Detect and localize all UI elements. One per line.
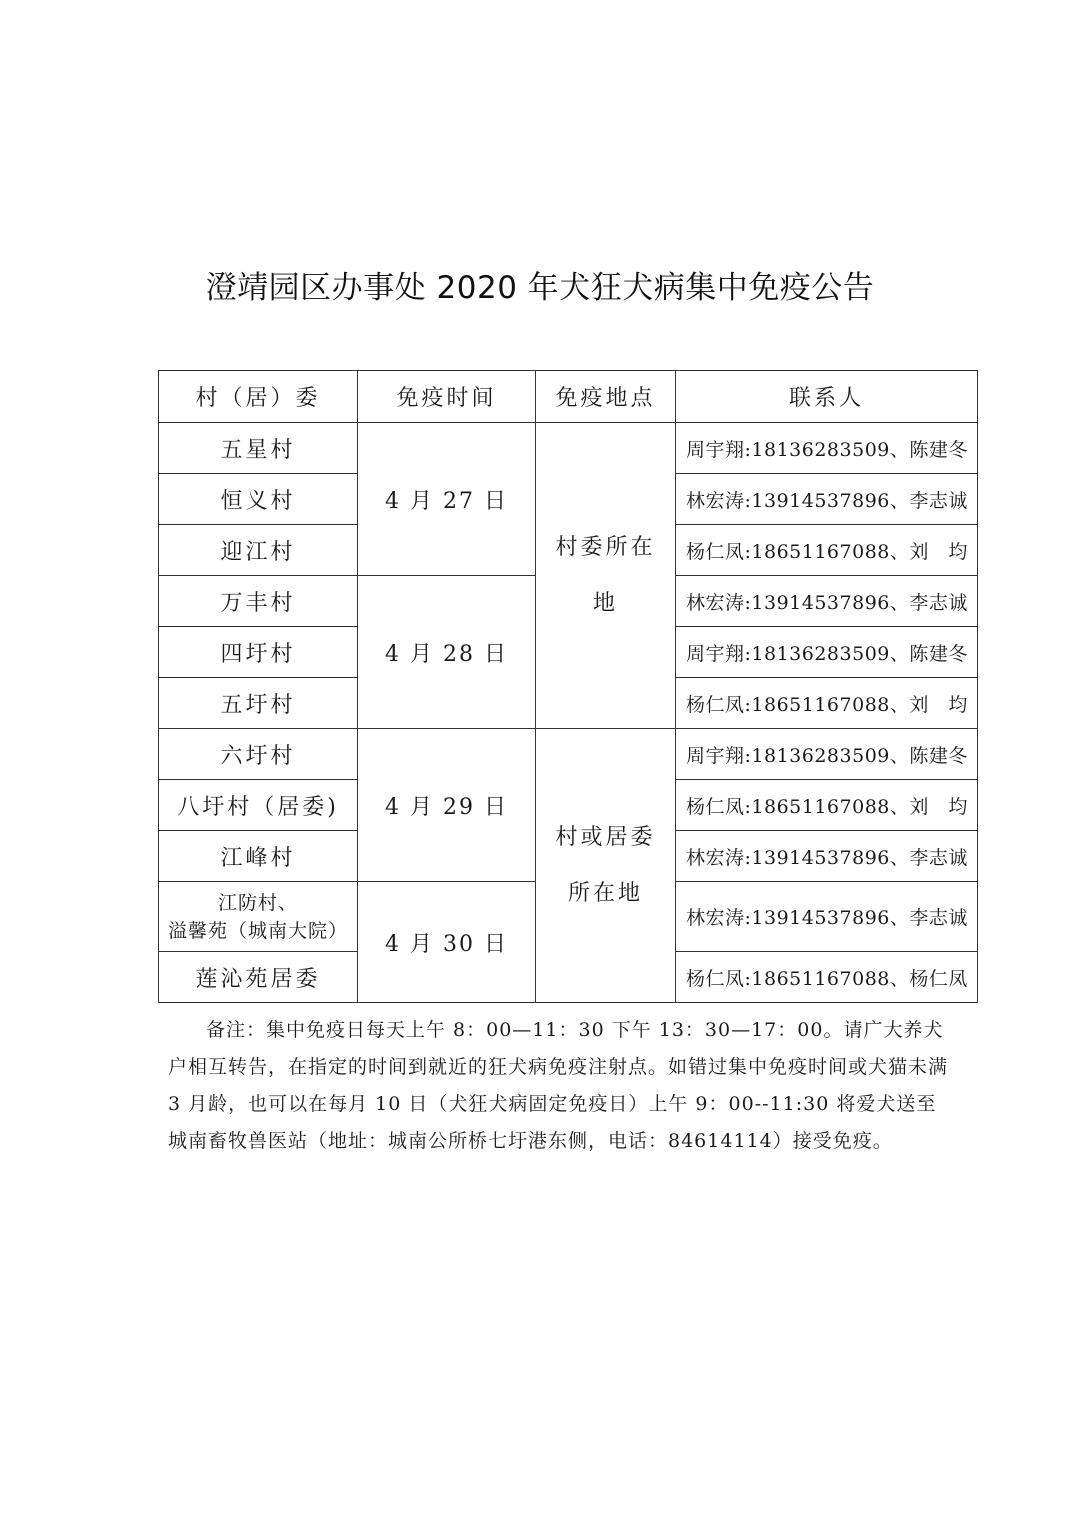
table-row xyxy=(159,729,978,780)
village-cell: 迎江村 xyxy=(159,525,358,576)
village-cell: 恒义村 xyxy=(159,474,358,525)
contact-cell: 林宏涛:13914537896、李志诚 xyxy=(676,882,978,952)
village-cell: 八圩村（居委) xyxy=(159,780,358,831)
contact-cell: 周宇翔:18136283509、陈建冬 xyxy=(676,729,978,780)
village-cell xyxy=(159,882,358,952)
village-line: 溢馨苑（城南大院） xyxy=(167,919,348,942)
header-time: 免疫时间 xyxy=(358,371,536,423)
remarks-note xyxy=(168,1012,948,1160)
contact-cell: 杨仁凤:18651167088、刘 均 xyxy=(676,525,978,576)
contact-cell: 周宇翔:18136283509、陈建冬 xyxy=(676,423,978,474)
header-place: 免疫地点 xyxy=(536,371,676,423)
date-cell: 4 月 30 日 xyxy=(358,882,536,1003)
village-line: 江防村、 xyxy=(217,891,298,914)
village-cell: 江峰村 xyxy=(159,831,358,882)
header-contact: 联系人 xyxy=(676,371,978,423)
contact-cell: 林宏涛:13914537896、李志诚 xyxy=(676,474,978,525)
remarks-text: 备注：集中免疫日每天上午 8：00—11：30 下午 13：30—17：00。请广大养犬户相互转告，在指定的时间到就近的狂犬病免疫注射点。如错过集中免疫时间或犬猫未满 3 月龄，也可以在每月 10 日（犬狂犬病固定免疫日）上午 9：00--11:30 将爱犬送至城南畜牧兽医站（地址：城南公所桥七圩港东侧，电话：84614114）接受免疫。 xyxy=(168,1019,949,1152)
date-cell: 4 月 29 日 xyxy=(358,729,536,882)
village-cell: 五星村 xyxy=(159,423,358,474)
contact-cell: 林宏涛:13914537896、李志诚 xyxy=(676,576,978,627)
date-cell: 4 月 28 日 xyxy=(358,576,536,729)
contact-cell: 杨仁凤:18651167088、杨仁凤 xyxy=(676,952,978,1003)
place-cell: 村委所在地 xyxy=(536,423,676,729)
immunization-schedule-table xyxy=(158,370,978,1003)
village-cell: 五圩村 xyxy=(159,678,358,729)
village-cell: 四圩村 xyxy=(159,627,358,678)
contact-cell: 林宏涛:13914537896、李志诚 xyxy=(676,831,978,882)
village-cell: 万丰村 xyxy=(159,576,358,627)
village-cell: 莲沁苑居委 xyxy=(159,952,358,1003)
contact-cell: 杨仁凤:18651167088、刘 均 xyxy=(676,780,978,831)
contact-cell: 杨仁凤:18651167088、刘 均 xyxy=(676,678,978,729)
village-cell: 六圩村 xyxy=(159,729,358,780)
header-village: 村（居）委 xyxy=(159,371,358,423)
table-header-row xyxy=(159,371,978,423)
table-row xyxy=(159,423,978,474)
contact-cell: 周宇翔:18136283509、陈建冬 xyxy=(676,627,978,678)
date-cell: 4 月 27 日 xyxy=(358,423,536,576)
place-cell: 村或居委所在地 xyxy=(536,729,676,1003)
page-title: 澄靖园区办事处 2020 年犬狂犬病集中免疫公告 xyxy=(205,270,875,306)
